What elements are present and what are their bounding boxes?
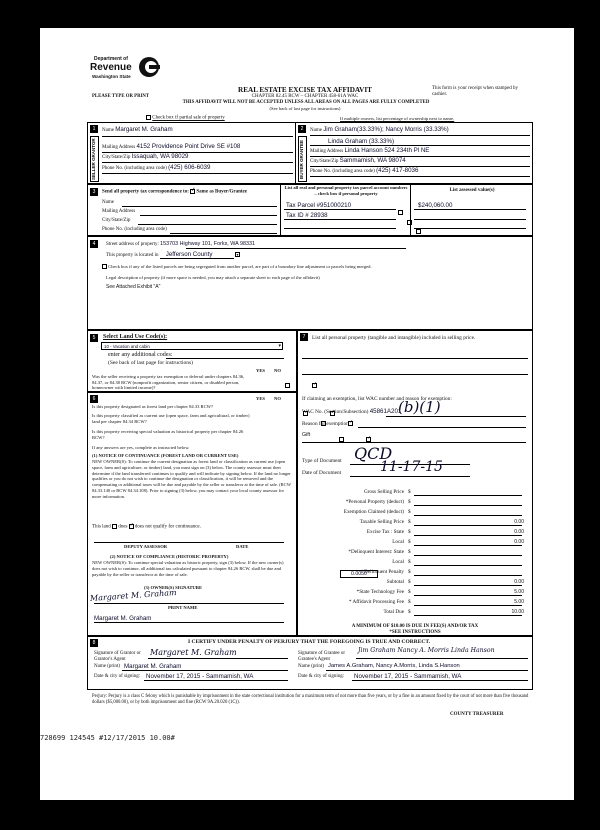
legal-label: Legal description of property (if more space is needed, you may attach a separate sheet to each page of the affidavit) — [106, 275, 320, 280]
buyer-mailing[interactable]: Linda Hanson 524 234th Pl NE — [344, 147, 430, 154]
wac-value[interactable]: 45861A201 — [369, 408, 402, 415]
fee-line — [414, 579, 522, 586]
grantor-print-label: Name (print) — [94, 664, 120, 669]
reason-label: Reason for exemption — [302, 421, 349, 427]
dor-logo — [90, 54, 170, 88]
dollar-sign: $ — [408, 579, 411, 585]
grantee-print-label: Name (print) — [298, 664, 324, 669]
date-doc-hand[interactable]: 11-17-15 — [380, 459, 443, 475]
section-8-number: 8 — [90, 639, 98, 647]
certify: I CERTIFY UNDER PENALTY OF PERJURY THAT THE FOREGOING IS TRUE AND CORRECT. — [188, 639, 431, 645]
fee-label: Total Due — [383, 609, 404, 615]
grantee-date-label: Date & city of signing: — [298, 674, 345, 679]
s6-yes: YES — [256, 396, 265, 401]
fee-value[interactable]: 10.00 — [511, 609, 524, 615]
buyer-city[interactable]: Sammamish, WA 98074 — [339, 157, 406, 164]
buyer-city-row: City/State/Zip Sammamish, WA 98074 — [310, 157, 406, 164]
assessed-1[interactable]: $240,060.00 — [418, 202, 453, 209]
multiple-owners-note: If multiple owners, list percentage of ownership next to name. — [340, 116, 455, 121]
fee-line — [414, 569, 522, 576]
send-correspondence: Send all property tax correspondence to: ✓ Same as Buyer/Grantee — [102, 189, 247, 196]
see-back: (See back of last page for instructions) — [108, 360, 193, 366]
grantee-signature[interactable]: Jim Graham Nancy A. Morris Linda Hanson — [358, 647, 495, 654]
exemption-intro: If claiming an exemption, list WAC number and reason for exemption: — [302, 396, 452, 402]
section-1-number: 1 — [90, 125, 98, 133]
notice1-body: NEW OWNER(S): To continue the current designation as forest land or classification as current use (open space, farm and agriculture, or timber) land, you must sign on (3) below. The county assessor must then determine if the land transferred continues to qualify and will indicate by signing below. If the land no longer qualifies or you do not wish to continue the designation or classification, it will be removed and the compensating or additional taxes will be due and payable by the seller or transferor at the time of sale. (RCW 84.33.140 or RCW 84.34.108). Prior to signing (3) below, you may contact your local county assessor for more information. — [92, 459, 291, 499]
chevron-down-icon: ▾ — [278, 344, 281, 349]
s3-city-label: City/State/Zip — [102, 218, 131, 223]
logo-line1: Department of — [94, 56, 128, 62]
notice2-title: (2) NOTICE OF COMPLIANCE (HISTORIC PROPERTY) — [110, 554, 229, 559]
wac-hand[interactable]: (b)(1) — [398, 398, 441, 416]
grantee-print[interactable]: James A.Graham, Nancy A.Morris, Linda S.Hanson — [328, 663, 460, 669]
dollar-sign: $ — [408, 559, 411, 565]
continuance-row: This land does ✓ does not qualify for continuance. — [92, 524, 201, 531]
segregated-checkbox[interactable] — [102, 264, 107, 269]
q-historic: Is this property receiving special valuation as historical property per chapter 84.26 RCW? — [92, 429, 244, 440]
please-type: PLEASE TYPE OR PRINT — [92, 94, 150, 99]
buyer-name-row: Name Jim Graham(33.33%); Nancy Morris (33.33%) — [310, 126, 449, 133]
fee-label: *Personal Property (deduct) — [345, 499, 404, 505]
fee-line — [414, 539, 522, 546]
dor-logo-mark — [138, 56, 160, 78]
fee-row — [288, 539, 528, 547]
notice1-title: (1) NOTICE OF CONTINUANCE (FOREST LAND OR CURRENT USE) — [92, 453, 239, 458]
seller-city[interactable]: Issaquah, WA 98029 — [131, 153, 189, 160]
fee-line — [414, 519, 522, 526]
dollar-sign: $ — [408, 519, 411, 525]
seller-name-row: Name Margaret M. Graham — [102, 126, 173, 133]
grantor-signature[interactable]: Margaret M. Graham — [150, 648, 237, 657]
s5-yes: YES — [256, 368, 265, 373]
q-current: Is this property classified as current use (open space, farm and agricultural, or timber) land per chapter 84.34 RCW? — [92, 413, 250, 424]
does-checkbox[interactable] — [112, 524, 117, 529]
form-title: REAL ESTATE EXCISE TAX AFFIDAVIT — [238, 86, 372, 94]
grantor-sig-label: Signature of Grantor or Grantor's Agent — [94, 651, 141, 662]
fee-row — [288, 489, 528, 497]
fee-line — [414, 489, 522, 496]
see-instructions: *SEE INSTRUCTIONS — [389, 630, 441, 635]
logo-line3: Washington State — [92, 74, 131, 79]
fee-row — [288, 509, 528, 517]
county[interactable]: Jefferson County — [160, 252, 234, 259]
parcel-header: List all real and personal property tax parcel account numbers – check box if personal property — [284, 185, 408, 196]
parcel-2[interactable]: Tax ID # 28938 — [286, 212, 328, 219]
fee-value[interactable]: 5.00 — [514, 599, 524, 605]
parcel-2-checkbox[interactable] — [407, 220, 412, 225]
partial-sale-label: Check box if partial sale of property — [152, 115, 225, 121]
recording-stamp: 728699 124545 #12/17/2015 10.00# — [40, 734, 175, 742]
fee-row — [288, 519, 528, 527]
fee-line — [414, 509, 522, 516]
fee-line — [414, 589, 522, 596]
dollar-sign: $ — [408, 529, 411, 535]
county-row: This property is located in Jefferson County ▾ — [106, 251, 239, 258]
fee-label: *Delinquent Penalty — [361, 569, 404, 575]
fee-row — [288, 549, 528, 557]
section-2-number: 2 — [298, 125, 306, 133]
fee-label: *State Technology Fee — [356, 589, 404, 595]
buyer-mailing-row: Mailing Address Linda Hanson 524 234th Pl NE — [310, 147, 430, 154]
street-row: Street address of property: 153703 Highway 101, Forks, WA 98331 — [106, 241, 255, 247]
dollar-sign: $ — [408, 589, 411, 595]
fee-value[interactable]: 0.00 — [514, 529, 524, 535]
fee-line — [414, 499, 522, 506]
owner-signature[interactable]: Margaret M. Graham — [89, 587, 177, 603]
fee-line — [414, 559, 522, 566]
parcel-1-checkbox[interactable] — [398, 210, 403, 215]
s6-no: NO — [274, 396, 281, 401]
seller-mailing[interactable]: 4152 Providence Point Drive SE #108 — [136, 143, 241, 150]
s3-phone-label: Phone No. (including area code) — [102, 227, 167, 232]
land-use-value: 10 - Vacation and cabin — [104, 344, 150, 349]
owner-sig-title: (3) OWNER(S) SIGNATURE — [144, 585, 203, 590]
fee-value[interactable]: 0.00 — [514, 539, 524, 545]
seller-phone[interactable]: (425) 606-6039 — [168, 164, 211, 171]
fee-label: Local — [392, 559, 404, 565]
affidavit-page — [40, 28, 574, 800]
fee-row — [288, 599, 528, 607]
seller-phone-row: Phone No. (including area code) (425) 606-6039 — [102, 164, 211, 171]
fee-row — [288, 609, 528, 617]
deputy-assessor: DEPUTY ASSESSOR — [124, 544, 168, 549]
buyer-label: BUYER GRANTEE — [298, 136, 307, 182]
q-exemption-yes[interactable] — [285, 383, 290, 388]
dollar-sign: $ — [408, 509, 411, 515]
partial-sale — [146, 115, 225, 122]
parcel-1[interactable]: Tax Parcel #951000210 — [286, 202, 352, 209]
buyer-phone-row: Phone No. (including area code) (425) 417-8036 — [310, 167, 419, 174]
logo-line2: Revenue — [90, 62, 132, 73]
does-not-checkbox[interactable] — [129, 524, 134, 529]
buyer-name[interactable]: Jim Graham(33.33%); Nancy Morris (33.33%) — [323, 126, 449, 133]
print-name-title: PRINT NAME — [168, 605, 198, 610]
fee-row — [288, 499, 528, 507]
s3-mailing-label: Mailing Address — [102, 209, 136, 214]
fee-row — [288, 579, 528, 587]
grantee-sig-label: Signature of Grantee or Grantee's Agent — [298, 651, 346, 662]
seller-label: SELLER GRANTOR — [90, 136, 99, 182]
section-6-number: 6 — [90, 395, 98, 403]
street-address[interactable]: 153703 Highway 101, Forks, WA 98331 — [160, 241, 255, 247]
fee-value[interactable]: 0.00 — [514, 579, 524, 585]
parcel-3-checkbox[interactable] — [416, 229, 421, 234]
dollar-sign: $ — [408, 569, 411, 575]
deputy-date: DATE — [236, 544, 249, 549]
partial-sale-checkbox[interactable] — [146, 115, 151, 120]
section-4 — [87, 236, 533, 330]
fee-line — [414, 549, 522, 556]
date-doc-label: Date of Document — [302, 470, 342, 476]
s5-no: NO — [274, 368, 281, 373]
fee-row — [288, 529, 528, 537]
enter-codes: enter any additional codes: — [108, 352, 173, 358]
same-as-buyer-checkbox[interactable] — [190, 189, 195, 194]
grantor-date-place[interactable]: November 17, 2015 - Sammamish, WA — [146, 673, 254, 680]
fee-line — [414, 599, 522, 606]
wac-row: WAC No. (Section/Subsection) 45861A201 — [302, 408, 402, 415]
s3-name-label: Name — [102, 200, 114, 205]
fee-label: *Delinquent Interest: State — [348, 549, 404, 555]
fee-row — [288, 589, 528, 597]
print-name[interactable]: Margaret M. Graham — [94, 615, 152, 622]
reason-value[interactable]: Gift — [302, 432, 311, 438]
buyer-name-2[interactable]: Linda Graham (33.33%) — [328, 138, 395, 145]
grantee-date-place[interactable]: November 17, 2015 - Sammamish, WA — [354, 673, 462, 680]
fee-row — [288, 569, 528, 577]
fee-value[interactable]: 0.00 — [514, 519, 524, 525]
fee-label: Exemption Claimed (deduct) — [343, 509, 404, 515]
perjury: Perjury: Perjury is a class C felony which is punishable by imprisonment in the state correctional institution for a maximum term of not more than five years, or by a fine in an amount fixed by the court of not more than five thousand dollars ($5,000.00), or by both imprisonment and fine (RCW 9A.20.020 (1C)). — [92, 694, 529, 705]
land-use-select[interactable] — [101, 342, 283, 350]
assessed-header: List assessed value(s) — [449, 188, 495, 193]
buyer-phone[interactable]: (425) 417-8036 — [376, 167, 419, 174]
fee-label: * Affidavit Processing Fee — [348, 599, 404, 605]
seller-mailing-row: Mailing Address 4152 Providence Point Drive SE #108 — [102, 143, 241, 150]
q-forest: Is this property designated as forest land per chapter 84.33 RCW? — [92, 404, 214, 409]
county-dropdown[interactable]: ▾ — [236, 252, 239, 258]
form-subtitle: CHAPTER 82.45 RCW – CHAPTER 458-61A WAC — [251, 94, 359, 99]
segregated-row: Check box if any of the listed parcels are being segregated from another parcel, are part of a boundary line adjustment or parcels being merged. — [102, 264, 372, 270]
fee-label: Gross Selling Price — [363, 489, 404, 495]
dollar-sign: $ — [408, 539, 411, 545]
fee-row — [288, 559, 528, 567]
if-yes: If any answers are yes, complete as instructed below. — [92, 445, 190, 450]
section-7-number: 7 — [300, 333, 308, 341]
section-3-number: 3 — [90, 188, 98, 196]
fee-label: Taxable Selling Price — [359, 519, 404, 525]
section-4-number: 4 — [90, 240, 98, 248]
dollar-sign: $ — [408, 599, 411, 605]
local-rate[interactable]: 0.0050 — [340, 570, 378, 578]
fee-line — [414, 609, 522, 616]
grantor-date-label: Date & city of signing: — [94, 674, 141, 679]
receipt-note: This form is your receipt when stamped by cashier. — [432, 86, 518, 97]
type-doc-label: Type of Document — [302, 458, 342, 464]
fee-line — [414, 529, 522, 536]
seller-name[interactable]: Margaret M. Graham — [115, 126, 173, 133]
land-use-label: Select Land Use Code(s): — [103, 334, 168, 340]
dollar-sign: $ — [408, 549, 411, 555]
q-exemption: Was the seller receiving a property tax exemption or deferral under chapters 84.36, 84.37, or 84.38 RCW (nonprofit organization, senior citizen, or disabled person, homeowner with limited income)? — [92, 374, 245, 391]
dollar-sign: $ — [408, 489, 411, 495]
legal-description[interactable]: See Attached Exhibit "A" — [106, 284, 161, 290]
fee-label: Subtotal — [386, 579, 404, 585]
fee-label: Local — [392, 539, 404, 545]
personal-property-label: List all personal property (tangible and intangible) included in selling price. — [312, 335, 476, 341]
grantor-print[interactable]: Margaret M. Graham — [124, 663, 182, 670]
dollar-sign: $ — [408, 609, 411, 615]
seller-city-row: City/State/Zip Issaquah, WA 98029 — [102, 153, 189, 160]
form-warning: THIS AFFIDAVIT WILL NOT BE ACCEPTED UNLESS ALL AREAS ON ALL PAGES ARE FULLY COMPLETED — [182, 100, 430, 105]
type-doc-hand[interactable]: QCD — [354, 444, 393, 463]
form-instructions: (See back of last page for instructions) — [269, 106, 341, 111]
notice2-body: NEW OWNER(S): To continue special valuation as historic property, sign (3) below. If the new owner(s) does not wish to continue, all additional tax calculated pursuant to chapter 84.26 RCW, shall be due and payable by the seller or transferor at the time of sale. — [92, 560, 284, 577]
fee-label: Excise Tax : State — [366, 529, 404, 535]
dollar-sign: $ — [408, 499, 411, 505]
fee-value[interactable]: 5.00 — [514, 589, 524, 595]
county-treasurer: COUNTY TREASURER — [450, 712, 504, 717]
section-5-number: 5 — [90, 334, 98, 342]
minimum-due: A MINIMUM OF $10.00 IS DUE IN FEE(S) AND/OR TAX — [351, 624, 479, 629]
